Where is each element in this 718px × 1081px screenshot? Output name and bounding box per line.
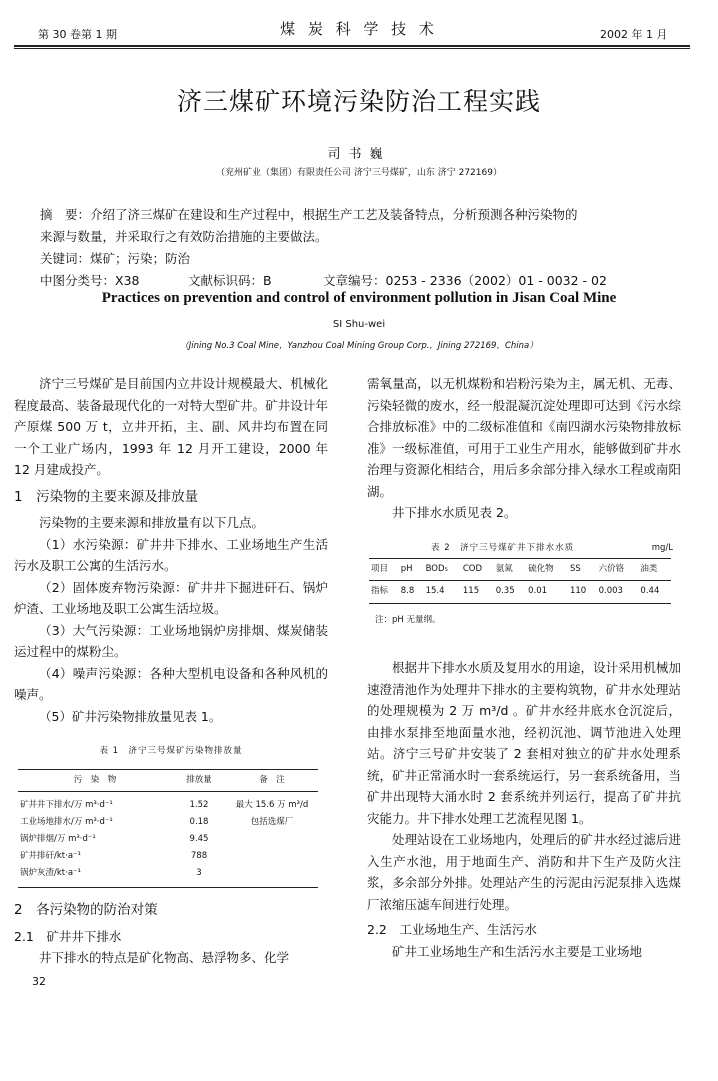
table-cell: 锅炉灰渣/kt·a⁻¹: [20, 868, 81, 878]
table-cell: 1.52: [189, 800, 209, 810]
table-cell: pH: [400, 563, 413, 574]
article-title: 济三煤矿环境污染防治工程实践: [176, 87, 541, 116]
table-cell: BOD₅: [425, 563, 448, 574]
table-cell: 氨氮: [495, 563, 513, 574]
table-cell: 0.01: [528, 586, 548, 596]
header-rule: [14, 45, 690, 47]
abstract-label: 摘 要：: [40, 207, 91, 222]
abstract-line-2: 来源与数量，并采取行之有效防治措施的主要做法。: [40, 229, 328, 244]
table-cell: 788: [190, 851, 208, 861]
section-2-1-heading: 2.1 矿井井下排水: [14, 928, 122, 944]
treatment-paragraph: 根据井下排水水质及复用水的用途，设计采用机械加速澄清池作为处理井下排水的主要构筑物，矿井水处理站的处理规模为 2 万 m³/d 。矿井水经井底水仓沉淀后，由排水泵排至地面量水池，经初沉池、调节池进入处理站。济宁三号矿井安装了 2 套相对独立的矿井水处理系统，矿井正常涌水时一套系统运行，另一套系统备用，当矿井出现特大涌水时 2 套系统并列运行，提高了矿井抗灾能力。井下排水处理工艺流程见图 1。: [367, 660, 681, 826]
section-2-2-text: 矿井工业场地生产和生活污水主要是工业场地: [392, 943, 643, 959]
continued-paragraph: 需氧量高，以无机煤粉和岩粉污染为主，属无机、无毒、污染轻微的废水，经一般混凝沉淀处理即可达到《污水综合排放标准》中的二级标准值和《南四湖水污染物排放标准》一级标准值，可用于工业生产用水，能够做到矿井水治理与资源化相结合，用后多余部分排入绿水工程或南阳湖。: [367, 376, 681, 499]
table-row: [369, 581, 671, 604]
english-title: Practices on prevention and control of environment pollution in Jisan Coal Mine: [101, 290, 617, 306]
document-code: 文献标识码：B: [188, 273, 272, 288]
table-row: [18, 831, 318, 848]
pollution-item-3: （3）大气污染源：工业场地锅炉房排烟、煤炭储装运过程中的煤粉尘。: [14, 622, 328, 659]
section-2-2-heading: 2.2 工业场地生产、生活污水: [367, 922, 537, 937]
abstract-text: [40, 204, 680, 226]
issue-label: 第 30 卷第 1 期: [38, 28, 117, 41]
station-paragraph: 处理站设在工业场地内，处理后的矿井水经过滤后进入生产水池，用于地面生产、消防和井下生产及防火注浆，多余部分外排。处理站产生的污泥由污泥泵排入选煤厂浓缩压滤车间进行处理。: [367, 832, 681, 912]
table-cell: 115: [462, 586, 480, 596]
table-2-caption: [367, 538, 681, 552]
english-affiliation: （Jining No.3 Coal Mine，Yanzhou Coal Mining Group Corp.，Jining 272169，China）: [180, 341, 538, 351]
table-cell: 9.45: [189, 834, 209, 844]
table-cell: 项目: [371, 563, 389, 574]
table-row: [18, 865, 318, 888]
journal-name: 煤 炭 科 学 技 术: [280, 20, 438, 38]
table-cell: 15.4: [425, 586, 445, 596]
table-cell: 矿井排矸/kt·a⁻¹: [20, 851, 81, 861]
keywords: 关键词：煤矿；污染；防治: [40, 251, 191, 266]
table-cell: SS: [569, 563, 581, 574]
table-cell: 110: [569, 586, 587, 596]
table-cell: [226, 865, 318, 888]
table-2-header-row: [369, 558, 671, 581]
table-2: [369, 558, 671, 604]
clc-number: 中图分类号：X38: [40, 273, 140, 288]
table-cell: 六价铬: [598, 563, 625, 574]
left-column: [14, 373, 328, 969]
table-1-header: 排放量: [186, 774, 212, 785]
table-cell: [226, 831, 318, 848]
table-cell: 硫化物: [528, 563, 554, 574]
table-cell: 锅炉排烟/万 m³·d⁻¹: [20, 834, 96, 844]
section-2-1-text: 井下排水的特点是矿化物高、悬浮物多、化学: [39, 950, 290, 965]
table-cell: COD: [462, 563, 483, 574]
table-2-unit: mg/L: [651, 542, 673, 553]
table-row: [18, 814, 318, 831]
table-1-title: 表 1 济宁三号煤矿污染物排放量: [99, 746, 243, 756]
table-cell: [226, 848, 318, 865]
pollution-item-1: （1）水污染源：矿井井下排水、工业场地生产生活污水及职工公寓的生活污水。: [14, 536, 328, 573]
table-cell: 0.003: [598, 586, 623, 596]
table-cell: 指标: [371, 586, 389, 596]
author-affiliation: （兖州矿业（集团）有限责任公司 济宁三号煤矿，山东 济宁 272169）: [216, 168, 502, 178]
table-cell: 最大 15.6 万 m³/d: [235, 800, 309, 810]
table-2-title: 表 2 济宁三号煤矿井下排水水质: [431, 542, 575, 553]
table-cell: 矿井井下排水/万 m³·d⁻¹: [20, 800, 113, 810]
table-cell: 工业场地排水/万 m³·d⁻¹: [20, 817, 113, 827]
abstract-line-1: 介绍了济三煤矿在建设和生产过程中，根据生产工艺及装备特点，分析预测各种污染物的: [90, 207, 578, 222]
table-row: [18, 848, 318, 865]
section-1-heading: 1 污染物的主要来源及排放量: [14, 488, 199, 505]
intro-paragraph: 济宁三号煤矿是目前国内立井设计规模最大、机械化程度最高、装备最现代化的一对特大型矿井。矿井设计年产原煤 500 万 t，立井开拓，主、副、风井均布置在同一个工业广场内，1993 年 12 月开工建设，2000 年 12 月建成投产。: [14, 376, 328, 477]
pollution-item-2: （2）固体废弃物污染源：矿井井下掘进矸石、锅炉炉渣、工业场地及职工公寓生活垃圾。: [14, 579, 328, 616]
right-column: [367, 373, 681, 962]
classification-row: [40, 270, 680, 292]
table-2-note: 注：pH 无量纲。: [375, 614, 441, 625]
table-cell: 0.35: [495, 586, 515, 596]
table-2-reference: 井下排水水质见表 2。: [392, 505, 517, 520]
section-2-heading: 2 各污染物的防治对策: [14, 902, 158, 918]
table-cell: 包括选煤厂: [250, 817, 294, 827]
table-cell: 0.18: [189, 817, 209, 827]
table-row: [18, 792, 318, 815]
table-1-header: 污 染 物: [73, 774, 117, 785]
pollution-item-4: （4）噪声污染源：各种大型机电设备和各种风机的噪声。: [14, 665, 328, 702]
article-number: 文章编号：0253 - 2336（2002）01 - 0032 - 02: [323, 273, 607, 288]
table-cell: 3: [196, 868, 202, 878]
table-1: [18, 769, 318, 889]
abstract-block: [40, 204, 680, 292]
section-1-intro: 污染物的主要来源和排放量有以下几点。: [39, 515, 265, 530]
table-cell: 油类: [640, 563, 658, 574]
page-number: 32: [32, 975, 46, 988]
author-name: 司书巍: [327, 147, 391, 162]
table-1-header: 备 注: [259, 774, 285, 785]
table-cell: 0.44: [640, 586, 660, 596]
table-cell: 8.8: [400, 586, 415, 596]
issue-date: 2002 年 1 月: [600, 28, 668, 41]
english-author: SI Shu-wei: [332, 319, 386, 330]
header-rule-thin: [14, 48, 690, 49]
pollution-item-5: （5）矿井污染物排放量见表 1。: [39, 708, 222, 724]
